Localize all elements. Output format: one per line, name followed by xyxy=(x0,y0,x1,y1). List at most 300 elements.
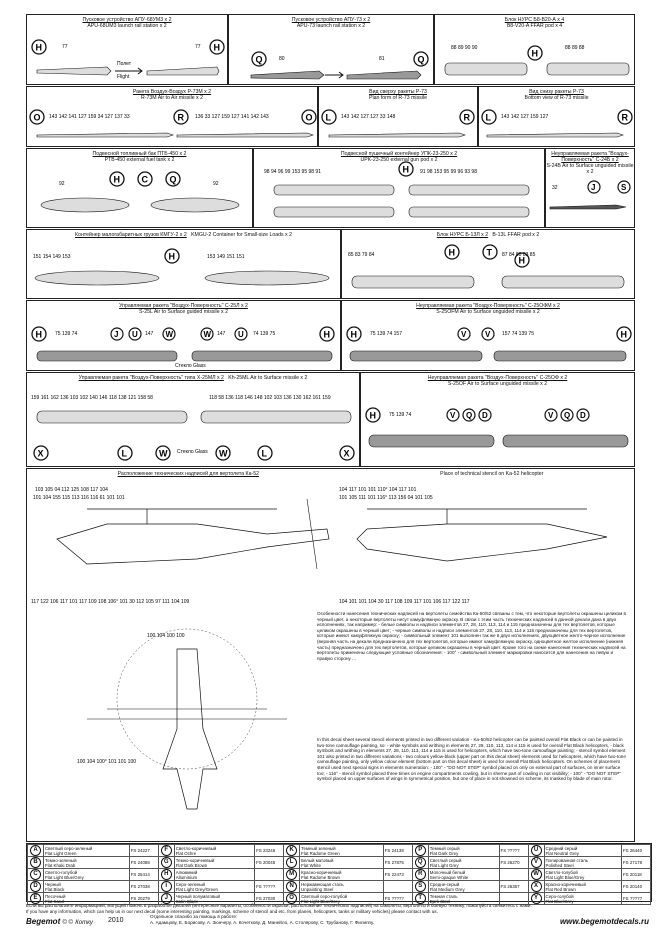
legend-key xyxy=(158,857,174,869)
panel-ka52-stencil xyxy=(26,468,635,842)
svg-text:V: V xyxy=(450,411,456,420)
svg-text:117 122 106 117 101 117 109 10: 117 122 106 117 101 117 109 108 106° 101 30 112 105 97 111 104 109 xyxy=(31,599,190,605)
legend-key xyxy=(528,845,544,857)
svg-text:V: V xyxy=(461,330,467,339)
legend-name-ru: Светлый серый xyxy=(429,857,462,863)
kh25ml-drawing xyxy=(27,373,360,467)
legend-key-circle: P xyxy=(415,845,426,856)
flight-label: Полет xyxy=(117,61,132,67)
panel-title-ru: Подвесной топливный бак ПТБ-450 x 2 xyxy=(92,151,187,157)
legend-row xyxy=(28,869,651,881)
svg-text:147: 147 xyxy=(217,331,226,337)
s25l-drawing xyxy=(27,301,341,371)
legend-fs-code: FS 25414 xyxy=(129,869,158,881)
svg-text:100 104 100° 101 101 100: 100 104 100° 101 101 100 xyxy=(77,759,136,765)
svg-text:103 105 04 112 125 108 117 104: 103 105 04 112 125 108 117 104 xyxy=(35,487,108,493)
svg-text:H: H xyxy=(369,410,376,421)
legend-key-circle: M xyxy=(286,869,297,880)
legend-name-en: Satin Black xyxy=(175,898,198,904)
color-legend xyxy=(26,843,652,902)
svg-text:Q: Q xyxy=(564,411,571,420)
legend-key xyxy=(528,869,544,881)
panel-kh25ml xyxy=(26,372,360,467)
svg-text:87 84 80 83 85: 87 84 80 83 85 xyxy=(502,252,536,258)
panel-title-ru: Вид снизу ракеты Р-73 xyxy=(529,89,584,95)
legend-key xyxy=(28,857,44,869)
legend-name-ru: Алюминий xyxy=(175,869,198,875)
year: 2010 xyxy=(108,917,124,924)
panel-s25ofm xyxy=(341,300,635,371)
panel-title-ru: Контейнер малогабаритных грузов КМГУ-2 x 2 xyxy=(75,232,187,238)
svg-text:98 94 96 99 153 95 98 91: 98 94 96 99 153 95 98 91 xyxy=(264,169,321,175)
legend-key-circle: O xyxy=(286,893,297,904)
legend-name-en: Flat Neutral Grey xyxy=(545,850,579,856)
legend-key-circle: H xyxy=(161,869,172,880)
legend-key xyxy=(158,881,174,893)
legend-key xyxy=(284,869,300,881)
svg-text:W: W xyxy=(165,330,174,339)
panel-title-en: S-25L Air to Surface guided missile x 2 xyxy=(139,309,228,315)
footer-contact xyxy=(26,903,652,914)
svg-text:80: 80 xyxy=(279,56,285,62)
svg-text:91 98 153 95 99 96 93 98: 91 98 153 95 99 96 93 98 xyxy=(420,169,477,175)
legend-fs-code: FS ????? xyxy=(622,893,651,905)
legend-key-circle: S xyxy=(415,881,426,892)
svg-text:75 139 74 157: 75 139 74 157 xyxy=(370,331,402,337)
legend-name-ru: Темный серый xyxy=(429,845,460,851)
svg-text:H: H xyxy=(168,251,175,262)
svg-text:101 105 111 101 116° 113 156 0: 101 105 111 101 116° 113 156 04 101 105 xyxy=(339,495,433,501)
legend-name-en: Flat Dark Brown xyxy=(175,862,208,868)
svg-text:H: H xyxy=(323,329,330,340)
panel-title-ru: Неуправляемая ракета "Воздух-Поверхность" С-25ОФМ x 2 xyxy=(416,303,560,309)
stencil-notes-ru: Особенности нанесения технических надписей на вертолеты семейства Ка-50/52 связаны с тем, что некоторые вертолеты окрашены целиком в черный цвет, а некоторые вертолеты несут камуфляжную окраску. В связи с этим часть технических надписей в данной декали дана в двух исполнениях, так например: - белые символы и надписи элементов 27, 28, 110, 113, 114 и 115 предназначены для тех вертолетов, которые целиком окрашены в черный цвет; - черные символы и надписи элементов 27, 28, 110, 113, 114 и 115 предназначены для тех вертолетов, которые имеют камуфляжную окраску; - символьный элемент 101 выполнен так же в двух исполнениях, двухцветное желто-черное исполнение (верхняя часть на декали предназначено для тех вертолетов, которые имеют камуфляжную окраску, одноцветное желтое исполнение (нижняя часть) предназначено для тех вертолетов, которые целиком окрашены в черный цвет. Кроме того на схеме нанесения технических надписей на вертолеты применены следующие условные обозначения: - 100° - символьный элемент маркировки наносится для нанесения на левую и правую сторону ... xyxy=(317,611,626,661)
panel-title-en: Place of technical stencil on Ka-52 helicopter xyxy=(440,471,544,477)
svg-text:L: L xyxy=(121,448,127,459)
legend-key-circle: K xyxy=(286,845,297,856)
svg-text:151 154 149 153: 151 154 149 153 xyxy=(33,254,71,260)
legend-key xyxy=(284,845,300,857)
legend-name-en: Flat Radome Green xyxy=(301,850,340,856)
svg-text:V: V xyxy=(485,330,491,339)
s25ofm-drawing xyxy=(342,301,635,371)
legend-name-en: Unpainting Steel xyxy=(301,886,334,892)
s24b-drawing xyxy=(546,149,635,228)
legend-name-ru: Светло-голубой xyxy=(45,869,78,875)
legend-fs-code: FS 24088 xyxy=(129,857,158,869)
legend-name-en: Flat Light Grey/Green xyxy=(175,886,218,892)
panel-title-ru: Управляемая ракета "Воздух-Поверхность" типа Х-25МЛ x 2 xyxy=(78,375,224,381)
svg-text:104 101 101 104 30 117 108 109: 104 101 101 104 30 117 108 109 117 101 106 117 122 117 xyxy=(339,599,470,605)
legend-key-circle: R xyxy=(415,869,426,880)
svg-text:U: U xyxy=(132,330,138,339)
svg-text:77: 77 xyxy=(62,44,68,50)
svg-text:Q: Q xyxy=(417,54,425,65)
legend-name-en: Flat White xyxy=(301,862,321,868)
svg-text:Q: Q xyxy=(466,411,473,420)
svg-text:H: H xyxy=(402,164,409,175)
legend-key-circle: Q xyxy=(415,857,426,868)
panel-r73-plan xyxy=(318,86,478,147)
svg-text:O: O xyxy=(305,112,313,123)
panel-title-ru: Подвесной пушечный контейнер УПК-23-250 x 2 xyxy=(340,151,458,157)
legend-name-ru: Серо-зеленый xyxy=(175,881,205,887)
legend-name-en: Flat Red Brown xyxy=(545,886,576,892)
svg-text:H: H xyxy=(448,247,455,258)
footer-ru: Если вы располагаете информацией, могущей помочь в разработке декалей (интересные варианты, особенности окраски, расположение технических надписей) на самолеты, вертолеты и боевую технику, пожалуйста свяжитесь с нами. xyxy=(26,903,532,908)
legend-fs-code: FS 26440 xyxy=(622,845,651,857)
legend-name-en: Flat Sand xyxy=(45,898,64,904)
panel-title-en: APU-68UM3 launch rail station x 2 xyxy=(87,23,167,29)
svg-text:32: 32 xyxy=(552,185,558,191)
legend-fs-code: FS 23245 xyxy=(255,845,284,857)
panel-title-en: S-25OF Air to Surface unguided missile x 2 xyxy=(447,381,548,387)
r73m-drawing xyxy=(27,87,318,147)
legend-key-circle: G xyxy=(161,857,172,868)
legend-fs-code: FS 20279 xyxy=(129,893,158,905)
website-link[interactable]: www.begemotdecals.ru xyxy=(559,917,649,926)
legend-name-ru: Светло-коричневый xyxy=(175,845,217,851)
legend-key-circle: X xyxy=(531,881,542,892)
legend-fs-code: FS 26357 xyxy=(499,881,528,893)
ptb450-drawing xyxy=(27,149,253,228)
legend-key-circle: C xyxy=(30,869,41,880)
legend-key-circle: V xyxy=(531,857,542,868)
svg-text:X: X xyxy=(37,448,44,459)
svg-text:J: J xyxy=(591,183,596,192)
legend-name-en: Flat Black xyxy=(45,886,65,892)
panel-title-en: Kh-25ML Air to Surface missile x 2 xyxy=(228,375,308,381)
legend-row xyxy=(28,881,651,893)
svg-text:H: H xyxy=(350,329,357,340)
svg-text:D: D xyxy=(580,411,586,420)
legend-name-ru: Средне-серый xyxy=(429,881,460,887)
legend-name-en: Flat Light Green xyxy=(45,850,77,856)
legend-color-name xyxy=(44,845,130,857)
panel-kmgu2 xyxy=(26,229,341,299)
legend-name-ru: Красно-коричневый xyxy=(545,881,586,887)
upk23-drawing xyxy=(254,149,545,228)
panel-title-ru: Вид сверху ракеты Р-73 xyxy=(369,89,427,95)
svg-text:H: H xyxy=(35,329,42,340)
svg-text:R: R xyxy=(177,112,184,123)
footer-en: If you have any information, which can help us in our next decal (some interesting painting, markings, scheme of stencil and etc. from planes, helicopters, tanks or military vehicles) please contact with us. xyxy=(26,908,438,914)
legend-name-en: Flat Light Blue/Grey xyxy=(545,874,585,880)
legend-fs-code xyxy=(499,869,528,881)
legend-name-en: Alluminium xyxy=(175,874,198,880)
legend-fs-code xyxy=(383,881,412,893)
legend-key xyxy=(528,857,544,869)
legend-name-en: Flat Medium Grey xyxy=(429,886,465,892)
svg-text:143 142 127 159 127: 143 142 127 159 127 xyxy=(501,114,549,120)
legend-key-circle: A xyxy=(30,845,41,856)
legend-name-ru: Темная сталь xyxy=(429,893,458,899)
svg-text:W: W xyxy=(203,330,212,339)
svg-text:R: R xyxy=(463,112,470,123)
legend-color-name xyxy=(428,881,499,893)
legend-name-ru: Серо-голубой xyxy=(545,893,574,899)
legend-key-circle: I xyxy=(161,881,172,892)
legend-color-name xyxy=(174,881,254,893)
svg-text:92: 92 xyxy=(213,181,219,187)
legend-name-ru: Черный полуматовый xyxy=(175,893,220,899)
legend-key-circle: Y xyxy=(531,893,542,904)
legend-fs-code: FS 22473 xyxy=(383,869,412,881)
panel-title-ru: Пусковое устройство АПУ-68УМ3 x 2 xyxy=(82,17,172,23)
legend-name-en: Dark Steel xyxy=(429,898,451,904)
legend-color-name xyxy=(174,857,254,869)
panel-title-ru: Пусковое устройство АПУ-73 x 2 xyxy=(291,17,371,23)
svg-text:C: C xyxy=(141,174,148,185)
panel-r73-bottom xyxy=(478,86,635,147)
legend-key xyxy=(28,845,44,857)
legend-color-name xyxy=(174,845,254,857)
panel-b8v20 xyxy=(434,14,635,85)
svg-text:H: H xyxy=(518,255,525,266)
legend-name-ru: Светлый серо-голубой xyxy=(301,893,348,899)
legend-row xyxy=(28,845,651,857)
legend-fs-code: FS 26270 xyxy=(499,857,528,869)
thanks-block xyxy=(150,914,500,926)
r73-bottom-drawing xyxy=(479,87,635,147)
legend-color-name xyxy=(544,857,621,869)
legend-key-circle: J xyxy=(161,893,172,904)
svg-text:X: X xyxy=(343,448,350,459)
color-legend-table xyxy=(27,844,651,905)
svg-text:88 89 88: 88 89 88 xyxy=(565,45,585,51)
legend-color-name xyxy=(428,857,499,869)
legend-name-en: Flat Ochre xyxy=(175,850,197,856)
legend-key-circle: W xyxy=(531,869,542,880)
thanks-title: Отдельное спасибо за помощь в работе: xyxy=(150,914,238,919)
svg-text:W: W xyxy=(159,448,168,459)
panel-title-en: UPK-23-250 external gun pod x 2 xyxy=(360,157,438,163)
legend-name-en: Flat Dark Grey xyxy=(429,850,459,856)
legend-name-ru: Светлый серо-зеленый xyxy=(45,845,93,851)
legend-key xyxy=(28,881,44,893)
svg-text:143 142 141 127 159 34 127 137: 143 142 141 127 159 34 127 137 33 xyxy=(49,114,130,120)
legend-fs-code: FS 20140 xyxy=(622,881,651,893)
legend-key-circle: B xyxy=(30,857,41,868)
apu73-drawing xyxy=(229,15,434,85)
legend-key xyxy=(284,881,300,893)
legend-name-ru: Светло-голубой xyxy=(545,869,578,875)
svg-text:75 139 74: 75 139 74 xyxy=(389,412,412,418)
legend-color-name xyxy=(544,881,621,893)
svg-text:101 104 155 115 113 116 116 61: 101 104 155 115 113 116 116 61 101 101 xyxy=(33,495,125,501)
svg-text:H: H xyxy=(35,42,42,53)
svg-text:W: W xyxy=(219,448,228,459)
svg-text:Q: Q xyxy=(255,54,263,65)
panel-title-en: PTB-450 external fuel tank x 2 xyxy=(104,157,175,163)
svg-text:147: 147 xyxy=(145,331,154,337)
svg-text:136 33 127 159 127 141 142 143: 136 33 127 159 127 141 142 143 xyxy=(195,114,269,120)
legend-name-ru: Красно-коричневый xyxy=(301,869,342,875)
legend-key xyxy=(412,857,428,869)
svg-text:H: H xyxy=(113,174,120,185)
svg-text:H: H xyxy=(213,42,220,53)
panel-title-ru: Управляемая ракета "Воздух-Поверхность" С-25Л x 2 xyxy=(119,303,248,309)
apu68-drawing xyxy=(27,15,228,85)
legend-name-en: Polished Steel xyxy=(545,862,574,868)
svg-text:92: 92 xyxy=(59,181,65,187)
svg-text:74 139 75: 74 139 75 xyxy=(253,331,276,337)
panel-title-ru: Блок НУРС Б8-В20-А x 4 xyxy=(504,17,565,23)
panel-title-en: B-13L FFAR pod x 2 xyxy=(492,232,540,238)
panel-title-en: S-24B Air to Surface unguided missile x 2 xyxy=(546,163,634,175)
panel-title-ru: Неуправляемая ракета "Воздух-Поверхность" С-24Б x 2 xyxy=(551,151,629,163)
panel-title-en: Plan form of R-73 missile xyxy=(369,95,427,101)
legend-key xyxy=(528,881,544,893)
svg-text:L: L xyxy=(325,112,331,123)
panel-title-en: APU-73 launch rail station x 2 xyxy=(296,23,366,29)
svg-text:O: O xyxy=(33,112,41,123)
legend-color-name xyxy=(300,857,384,869)
svg-text:143 142 127 127 33 148: 143 142 127 127 33 148 xyxy=(341,114,396,120)
legend-color-name xyxy=(174,869,254,881)
legend-key xyxy=(158,869,174,881)
legend-key xyxy=(412,869,428,881)
legend-color-name xyxy=(428,845,499,857)
panel-ptb450 xyxy=(26,148,253,228)
legend-fs-code: FS 27038 xyxy=(129,881,158,893)
legend-key-circle: L xyxy=(286,857,297,868)
b13l-drawing xyxy=(342,230,635,299)
panel-b13l xyxy=(341,229,635,299)
svg-text:153 149 151 151: 153 149 151 151 xyxy=(207,254,245,260)
legend-key xyxy=(412,845,428,857)
svg-text:77: 77 xyxy=(195,44,201,50)
svg-text:Flight: Flight xyxy=(117,74,130,80)
legend-color-name xyxy=(44,869,130,881)
svg-text:Стекло Glass: Стекло Glass xyxy=(177,449,208,455)
thanks-names: А. Адамцову, Е. Борисову, А. Зюнчеру, А. Кочеткову, Д. Манейло, А. Столярову, С. Трубанову, Г. Филиппу. xyxy=(150,919,375,925)
svg-text:Q: Q xyxy=(169,174,177,185)
legend-name-en: Flat Radome Brown xyxy=(301,874,340,880)
glass-label: Стекло Glass xyxy=(175,363,206,369)
legend-name-ru: Молочный белый xyxy=(429,869,466,875)
legend-key xyxy=(28,869,44,881)
legend-name-en: Semi-opaque White xyxy=(429,874,469,880)
svg-text:88 89 90 90: 88 89 90 90 xyxy=(451,45,478,51)
author: Котку xyxy=(75,920,93,926)
svg-text:R: R xyxy=(621,112,628,123)
svg-text:U: U xyxy=(238,330,244,339)
legend-name-ru: Черный xyxy=(45,881,61,887)
panel-title-ru: Ракета Воздух-Воздух Р-73М x 2 xyxy=(132,89,212,95)
svg-text:H: H xyxy=(531,48,538,59)
svg-text:157 74 139 75: 157 74 139 75 xyxy=(502,331,534,337)
svg-text:L: L xyxy=(261,448,267,459)
svg-text:H: H xyxy=(620,329,627,340)
legend-color-name xyxy=(544,869,621,881)
legend-fs-code: FS ????? xyxy=(499,845,528,857)
legend-name-ru: Песочный xyxy=(45,893,66,899)
svg-text:J: J xyxy=(114,330,119,339)
panel-apu73 xyxy=(228,14,434,85)
svg-text:118 58 136 118 146 148 102 103: 118 58 136 118 146 148 102 103 136 130 162 161 159 xyxy=(209,395,331,401)
brand-marks: © © xyxy=(62,920,73,926)
legend-color-name xyxy=(44,881,130,893)
legend-key-circle: E xyxy=(30,893,41,904)
legend-key-circle: F xyxy=(161,845,172,856)
legend-fs-code: FS 24138 xyxy=(383,845,412,857)
legend-key xyxy=(158,845,174,857)
svg-text:V: V xyxy=(548,411,554,420)
legend-row xyxy=(28,857,651,869)
legend-color-name xyxy=(300,845,384,857)
legend-fs-code: FS 24227 xyxy=(129,845,158,857)
legend-key-circle: U xyxy=(531,845,542,856)
stencil-notes-en: In this decal sheet several stencil elements printed in two different variation - Ka-50/52 helicopter can be painted overall Flat Black or can be painted in two-tone camouflage painting, so: - white symbols and writhing in elements 27, 28, 110, 113, 114 и 115 is used for overall Flat Black helicopters, - black symbols and writhing in elements 27, 28, 110, 113, 114 и 115 is used for helicopters, which have two-tone camouflage painting; - stencil symbol element 101 also printed in two different variations - two colours yellow-black (upper part on this decal sheet) elements used for helicopters, which have two-tone camouflage painting, only yellow colour element (bottom part on this decal sheet) is used for overall Flat Black helicopters. On schemes of placement stencil used next special signs in elements numeration: - 100° - "DO NOT STEP" symbol placed on only on external part of surfaces, on inner surface too; - 116° - stencil symbol placed three times on engine compartments cowling, but in sherne part of cowling in not visibility; - 100° - "DO NOT STEP" symbol placed on upper surfaces of wings in symmetrical position, but one of place in not showned on scheme, its masked by blade of main rotor. xyxy=(317,737,626,782)
legend-key xyxy=(284,857,300,869)
svg-text:L: L xyxy=(485,112,491,123)
brand-logo xyxy=(26,917,93,926)
legend-name-ru: Средний серый xyxy=(545,845,578,851)
b8v20-drawing xyxy=(435,15,635,85)
legend-name-ru: Нержавеющая сталь xyxy=(301,881,344,887)
panel-title-en: R-73M Air to Air missile x 2 xyxy=(141,95,203,101)
legend-name-ru: Белый матовый xyxy=(301,857,334,863)
legend-color-name xyxy=(428,869,499,881)
legend-fs-code: FS 27178 xyxy=(622,857,651,869)
svg-text:100 104 100 100: 100 104 100 100 xyxy=(147,633,185,639)
legend-name-ru: Темно-зеленый xyxy=(45,857,77,863)
panel-title-en: Bottom view of R-73 missile xyxy=(524,95,589,101)
legend-name-ru: Темно-коричневый xyxy=(175,857,215,863)
svg-text:85 83 79 84: 85 83 79 84 xyxy=(348,252,375,258)
kmgu2-drawing xyxy=(27,230,341,299)
legend-fs-code: FS ????? xyxy=(255,881,284,893)
legend-name-en: Flat Light Blue/Grey xyxy=(301,898,340,904)
legend-name-ru: Полированная сталь xyxy=(545,857,588,863)
panel-s25of xyxy=(360,372,635,467)
legend-fs-code: FS 20118 xyxy=(622,869,651,881)
panel-title-en: S-25OFM Air to Surface unguided missile x 2 xyxy=(436,309,540,315)
panel-title-ru: Расположение технических надписей для вертолета Ка-52 xyxy=(117,471,259,477)
legend-name-en: Flat Blue/Grey xyxy=(545,898,574,904)
panel-title-en: KMGU-2 Container for Small-size Loads x 2 xyxy=(191,232,292,238)
legend-color-name xyxy=(300,869,384,881)
panel-s24b xyxy=(545,148,635,228)
legend-name-en: Flat Khaki Drab xyxy=(45,862,76,868)
legend-key-circle: N xyxy=(286,881,297,892)
svg-text:D: D xyxy=(482,411,488,420)
legend-name-ru: Темный зеленый xyxy=(301,845,336,851)
panel-title-ru: Неуправляемая ракета "Воздух-Поверхность" С-25ОФ x 2 xyxy=(427,375,568,381)
panel-apu68 xyxy=(26,14,228,85)
legend-name-en: Flat Light Grey xyxy=(429,862,459,868)
svg-text:81: 81 xyxy=(379,56,385,62)
svg-text:75 139 74: 75 139 74 xyxy=(55,331,78,337)
svg-text:T: T xyxy=(486,247,492,258)
legend-fs-code: FS 20045 xyxy=(255,857,284,869)
s25of-drawing xyxy=(361,373,635,467)
legend-color-name xyxy=(44,857,130,869)
brand-name: Begemot xyxy=(26,917,61,926)
svg-text:S: S xyxy=(621,183,627,192)
legend-color-name xyxy=(544,845,621,857)
svg-text:104 117 101 101 110° 104 117 1: 104 117 101 101 110° 104 117 101 xyxy=(339,487,417,493)
svg-text:159 161 162 136 103 102 140 14: 159 161 162 136 103 102 140 146 118 138 121 158 58 xyxy=(31,395,153,401)
legend-name-en: Flat Light Blue/Grey xyxy=(45,874,84,880)
legend-color-name xyxy=(300,881,384,893)
panel-r73m xyxy=(26,86,318,147)
legend-fs-code: FS 27875 xyxy=(383,857,412,869)
panel-title-en: B8-V20-A FFAR pod x 4 xyxy=(506,23,563,29)
legend-key-circle: D xyxy=(30,881,41,892)
r73-plan-drawing xyxy=(319,87,478,147)
